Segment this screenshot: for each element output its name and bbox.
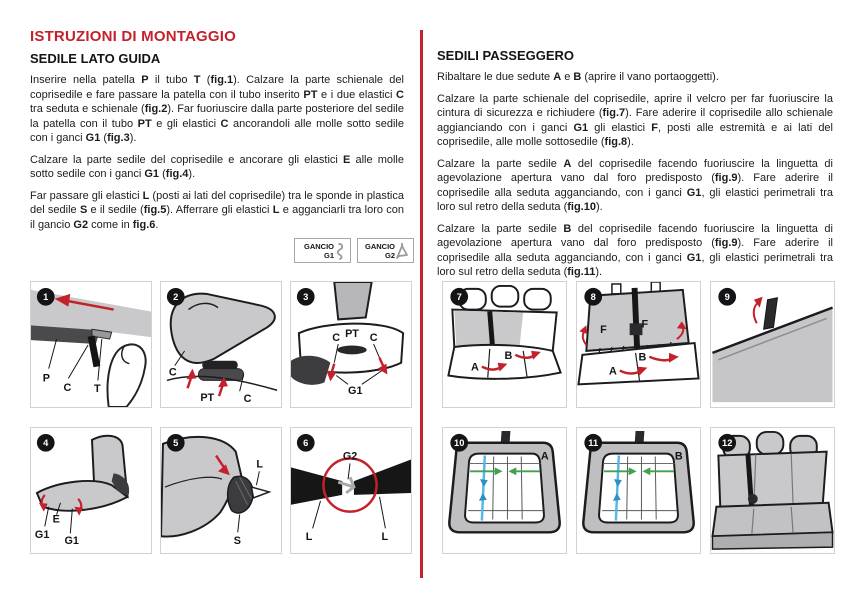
hook-g1-label: GANCIO G1 [304, 241, 334, 260]
paragraph: Calzare la parte sedile B del coprisedile facendo fuoriuscire la linguetta di agevolazione apertura vano dal foro predisposto (fig.9). Fare aderire il coprisedile alla seduta agganciando, con i ganci G1, gli elastici perimetrali tra loro sul retro della seduta (fig.11). [437, 222, 834, 279]
figure-number-badge [718, 434, 736, 452]
part-label: PT [200, 392, 215, 405]
part-label: C [63, 382, 72, 395]
figure-number-badge [37, 288, 55, 306]
figure-2-illustration [161, 282, 281, 407]
part-label: L [256, 458, 264, 471]
left-column [30, 28, 404, 239]
figure-11-illustration [577, 428, 700, 553]
hook-g2-label: GANCIO G2 [365, 241, 395, 260]
part-label: F [641, 318, 649, 331]
figure-number-badge [167, 434, 185, 452]
svg-text:8: 8 [590, 292, 596, 303]
part-label: T [93, 383, 101, 396]
svg-text:6: 6 [303, 438, 309, 449]
svg-text:1: 1 [43, 292, 49, 303]
figure-number-badge [718, 288, 736, 306]
part-label: A [608, 365, 617, 378]
column-divider [420, 30, 423, 578]
figure-panel-12 [710, 427, 835, 554]
figure-number-badge [297, 434, 315, 452]
svg-text:10: 10 [454, 438, 465, 449]
figure-panel-6 [290, 427, 412, 554]
figure-number-badge [584, 288, 602, 306]
figure-8-illustration [577, 282, 700, 407]
figure-panel-4 [30, 427, 152, 554]
figure-number-badge [450, 288, 468, 306]
figure-grid-left [30, 281, 412, 554]
right-column [437, 28, 833, 287]
paragraph: Inserire nella patella P il tubo T (fig.1). Calzare la parte schienale del coprisedile e fare passare la patella con il tubo inserito PT e i due elastici C tra seduta e schienale (fig.2). Far fuoriuscire dalla parte posteriore del sedile la patella con il tubo PT e gli elastici C ancorandoli alle molle sotto sedile con i ganci G1 (fig.3). [30, 74, 404, 145]
part-label: F [600, 324, 607, 337]
paragraph: Far passare gli elastici L (posti ai lati del coprisedile) tra le sponde in plastica del sedile S e il sedile (fig.5). Afferrare gli elastici L e agganciarli tra loro con il gancio G2 come in fig.6. [30, 189, 404, 231]
figure-5-illustration [161, 428, 281, 553]
figure-panel-11 [576, 427, 701, 554]
figure-number-badge [37, 434, 55, 452]
svg-text:9: 9 [724, 292, 730, 303]
hook-legend [294, 238, 414, 263]
part-label: C [243, 393, 252, 406]
figure-panel-8 [576, 281, 701, 408]
section-heading-driver-seat: SEDILE LATO GUIDA [30, 51, 161, 66]
part-label: PT [345, 328, 359, 341]
svg-text:4: 4 [43, 438, 49, 449]
paragraph: Calzare la parte sedile del coprisedile e ancorare gli elastici E alle molle sotto sedile con i ganci G1 (fig.4). [30, 153, 404, 181]
paragraph: Calzare la parte schienale del coprisedile, aprire il velcro per far fuoriuscire la cintura di sicurezza e richiudere (fig.7). Fare aderire il coprisedile allo schienale aggianciando con i ganci G1 gli elastici F, posti alle estremità e ai lati del coprisedile, alle molle sottosedile (fig.8). [437, 92, 834, 149]
svg-text:11: 11 [588, 438, 599, 449]
g2-hook-icon [395, 242, 409, 260]
part-label: C [168, 366, 177, 379]
svg-text:2: 2 [173, 292, 179, 303]
hook-g2-box [357, 238, 414, 263]
part-label: B [504, 349, 513, 362]
g1-hook-icon [334, 242, 346, 260]
page-title: ISTRUZIONI DI MONTAGGIO [30, 28, 236, 45]
part-label: G2 [342, 450, 358, 463]
figure-panel-1 [30, 281, 152, 408]
figure-1-illustration [31, 282, 151, 407]
part-label: G1 [348, 385, 363, 398]
part-label: L [381, 531, 389, 544]
part-label: S [233, 535, 241, 548]
part-label: E [52, 513, 60, 526]
figure-number-badge [584, 434, 602, 452]
svg-text:12: 12 [722, 438, 733, 449]
figure-panel-5 [160, 427, 282, 554]
part-label: P [42, 372, 51, 385]
part-label: A [471, 361, 479, 374]
figure-panel-7 [442, 281, 567, 408]
part-label: C [332, 332, 341, 345]
part-label: L [305, 531, 313, 544]
part-label: G1 [34, 529, 50, 542]
part-label: B [674, 450, 683, 463]
figure-12-illustration [711, 428, 834, 553]
figure-grid-right [442, 281, 835, 554]
part-label: G1 [64, 535, 79, 548]
figure-number-badge [167, 288, 185, 306]
figure-panel-2 [160, 281, 282, 408]
figure-4-illustration [31, 428, 151, 553]
section-heading-passenger-seats: SEDILI PASSEGGERO [437, 48, 575, 63]
red-arrow-icon [754, 297, 763, 324]
figure-number-badge [297, 288, 315, 306]
figure-panel-3 [290, 281, 412, 408]
figure-7-illustration [443, 282, 566, 407]
figure-3-illustration [291, 282, 411, 407]
svg-text:5: 5 [173, 438, 179, 449]
paragraph: Ribaltare le due sedute A e B (aprire il vano portaoggetti). [437, 71, 719, 83]
figure-9-illustration [711, 282, 834, 407]
paragraph: Calzare la parte sedile A del coprisedile facendo fuoriuscire la linguetta di agevolazione apertura vano dal foro predisposto (fig.9). Fare aderire il coprisedile alla seduta agganciando, con i ganci G1, gli elastici perimetrali tra loro sul retro della seduta (fig.10). [437, 157, 834, 214]
figure-10-illustration [443, 428, 566, 553]
svg-text:7: 7 [456, 292, 462, 303]
figure-panel-9 [710, 281, 835, 408]
hook-g1-box [294, 238, 351, 263]
figure-number-badge [450, 434, 468, 452]
svg-text:3: 3 [303, 292, 309, 303]
figure-6-illustration [291, 428, 411, 553]
part-label: C [369, 332, 378, 345]
part-label: A [540, 450, 549, 463]
figure-panel-10 [442, 427, 567, 554]
part-label: B [638, 351, 647, 364]
